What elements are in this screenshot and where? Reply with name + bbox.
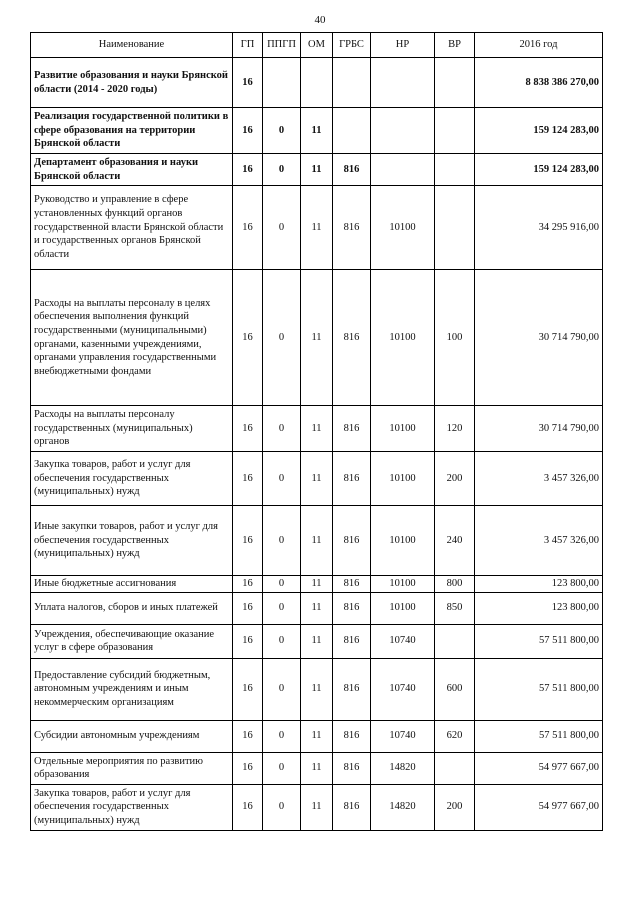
row-np: 10100	[371, 592, 435, 624]
row-amount: 54 977 667,00	[475, 784, 603, 830]
row-om: 11	[301, 108, 333, 154]
table-row	[31, 784, 603, 830]
row-name: Департамент образования и науки Брянской области	[31, 154, 233, 186]
row-om: 11	[301, 784, 333, 830]
row-gp: 16	[233, 406, 263, 452]
table-row	[31, 186, 603, 270]
budget-table	[30, 32, 603, 831]
row-om	[301, 58, 333, 108]
row-vr	[435, 752, 475, 784]
row-name: Руководство и управление в сфере установленных функций органов государственной власти Брянской области и государственных органов Брянской области	[31, 186, 233, 270]
row-vr: 120	[435, 406, 475, 452]
row-om: 11	[301, 506, 333, 576]
row-ppgp: 0	[263, 154, 301, 186]
row-grbs: 816	[333, 592, 371, 624]
row-gp: 16	[233, 624, 263, 658]
row-np	[371, 108, 435, 154]
row-om: 11	[301, 592, 333, 624]
row-np	[371, 58, 435, 108]
row-gp: 16	[233, 154, 263, 186]
row-vr: 240	[435, 506, 475, 576]
row-om: 11	[301, 720, 333, 752]
row-grbs: 816	[333, 720, 371, 752]
table-row	[31, 752, 603, 784]
row-name: Закупка товаров, работ и услуг для обеспечения государственных (муниципальных) нужд	[31, 784, 233, 830]
row-vr: 620	[435, 720, 475, 752]
row-gp: 16	[233, 270, 263, 406]
row-om: 11	[301, 752, 333, 784]
row-np: 10740	[371, 624, 435, 658]
row-ppgp: 0	[263, 752, 301, 784]
table-row	[31, 154, 603, 186]
row-amount: 123 800,00	[475, 592, 603, 624]
row-ppgp: 0	[263, 720, 301, 752]
row-grbs: 816	[333, 186, 371, 270]
header-np: НР	[371, 33, 435, 58]
row-grbs: 816	[333, 784, 371, 830]
row-amount: 3 457 326,00	[475, 506, 603, 576]
row-amount: 30 714 790,00	[475, 406, 603, 452]
row-name: Развитие образования и науки Брянской области (2014 - 2020 годы)	[31, 58, 233, 108]
row-np: 10740	[371, 658, 435, 720]
row-ppgp	[263, 58, 301, 108]
row-amount: 8 838 386 270,00	[475, 58, 603, 108]
row-name: Уплата налогов, сборов и иных платежей	[31, 592, 233, 624]
row-ppgp: 0	[263, 658, 301, 720]
row-ppgp: 0	[263, 784, 301, 830]
row-gp: 16	[233, 452, 263, 506]
header-ppgp: ППГП	[263, 33, 301, 58]
row-gp: 16	[233, 592, 263, 624]
row-om: 11	[301, 406, 333, 452]
row-vr: 100	[435, 270, 475, 406]
table-row	[31, 592, 603, 624]
row-gp: 16	[233, 506, 263, 576]
row-amount: 159 124 283,00	[475, 154, 603, 186]
row-amount: 57 511 800,00	[475, 624, 603, 658]
row-amount: 57 511 800,00	[475, 658, 603, 720]
row-np: 14820	[371, 784, 435, 830]
row-np: 10100	[371, 270, 435, 406]
row-vr: 200	[435, 452, 475, 506]
row-grbs: 816	[333, 154, 371, 186]
row-ppgp: 0	[263, 506, 301, 576]
row-amount: 159 124 283,00	[475, 108, 603, 154]
row-om: 11	[301, 658, 333, 720]
table-row	[31, 506, 603, 576]
row-ppgp: 0	[263, 108, 301, 154]
row-name: Учреждения, обеспечивающие оказание услуг в сфере образования	[31, 624, 233, 658]
row-gp: 16	[233, 720, 263, 752]
row-om: 11	[301, 624, 333, 658]
row-gp: 16	[233, 752, 263, 784]
table-row	[31, 58, 603, 108]
row-name: Расходы на выплаты персоналу в целях обеспечения выполнения функций государственными (муниципальными) органами, казенными учреждениями, органами управления государственными внебюджетными фондами	[31, 270, 233, 406]
header-om: ОМ	[301, 33, 333, 58]
row-gp: 16	[233, 58, 263, 108]
header-grbs: ГРБС	[333, 33, 371, 58]
row-name: Расходы на выплаты персоналу государственных (муниципальных) органов	[31, 406, 233, 452]
row-grbs: 816	[333, 624, 371, 658]
row-gp: 16	[233, 186, 263, 270]
row-ppgp: 0	[263, 592, 301, 624]
row-ppgp: 0	[263, 186, 301, 270]
row-vr: 850	[435, 592, 475, 624]
row-np: 10100	[371, 186, 435, 270]
row-name: Иные бюджетные ассигнования	[31, 576, 233, 593]
row-np	[371, 154, 435, 186]
row-grbs: 816	[333, 576, 371, 593]
header-row	[31, 33, 603, 58]
row-vr: 600	[435, 658, 475, 720]
row-grbs	[333, 108, 371, 154]
row-om: 11	[301, 186, 333, 270]
header-name: Наименование	[31, 33, 233, 58]
row-np: 10100	[371, 576, 435, 593]
row-amount: 30 714 790,00	[475, 270, 603, 406]
page-number: 40	[314, 14, 326, 26]
row-amount: 57 511 800,00	[475, 720, 603, 752]
row-om: 11	[301, 576, 333, 593]
table-row	[31, 108, 603, 154]
row-grbs	[333, 58, 371, 108]
row-vr	[435, 58, 475, 108]
row-ppgp: 0	[263, 576, 301, 593]
row-ppgp: 0	[263, 452, 301, 506]
row-grbs: 816	[333, 506, 371, 576]
table-row	[31, 406, 603, 452]
row-name: Предоставление субсидий бюджетным, автономным учреждениям и иным некоммерческим организациям	[31, 658, 233, 720]
row-vr	[435, 154, 475, 186]
row-amount: 123 800,00	[475, 576, 603, 593]
row-om: 11	[301, 452, 333, 506]
row-grbs: 816	[333, 658, 371, 720]
row-vr: 200	[435, 784, 475, 830]
row-grbs: 816	[333, 752, 371, 784]
row-name: Субсидии автономным учреждениям	[31, 720, 233, 752]
row-grbs: 816	[333, 452, 371, 506]
row-np: 10100	[371, 406, 435, 452]
row-amount: 3 457 326,00	[475, 452, 603, 506]
table-row	[31, 576, 603, 593]
table-body	[31, 58, 603, 831]
row-amount: 34 295 916,00	[475, 186, 603, 270]
row-np: 10740	[371, 720, 435, 752]
row-om: 11	[301, 154, 333, 186]
table-row	[31, 452, 603, 506]
row-vr: 800	[435, 576, 475, 593]
row-gp: 16	[233, 784, 263, 830]
row-np: 10100	[371, 506, 435, 576]
row-vr	[435, 108, 475, 154]
table-row	[31, 720, 603, 752]
header-vr: ВР	[435, 33, 475, 58]
row-vr	[435, 624, 475, 658]
table-row	[31, 270, 603, 406]
row-ppgp: 0	[263, 624, 301, 658]
row-ppgp: 0	[263, 406, 301, 452]
row-np: 10100	[371, 452, 435, 506]
row-vr	[435, 186, 475, 270]
header-year: 2016 год	[475, 33, 603, 58]
row-name: Реализация государственной политики в сфере образования на территории Брянской области	[31, 108, 233, 154]
row-gp: 16	[233, 658, 263, 720]
row-om: 11	[301, 270, 333, 406]
table-row	[31, 658, 603, 720]
row-np: 14820	[371, 752, 435, 784]
row-gp: 16	[233, 108, 263, 154]
row-amount: 54 977 667,00	[475, 752, 603, 784]
row-name: Отдельные мероприятия по развитию образования	[31, 752, 233, 784]
row-gp: 16	[233, 576, 263, 593]
row-grbs: 816	[333, 270, 371, 406]
row-grbs: 816	[333, 406, 371, 452]
row-ppgp: 0	[263, 270, 301, 406]
row-name: Иные закупки товаров, работ и услуг для обеспечения государственных (муниципальных) нужд	[31, 506, 233, 576]
row-name: Закупка товаров, работ и услуг для обеспечения государственных (муниципальных) нужд	[31, 452, 233, 506]
header-gp: ГП	[233, 33, 263, 58]
table-row	[31, 624, 603, 658]
